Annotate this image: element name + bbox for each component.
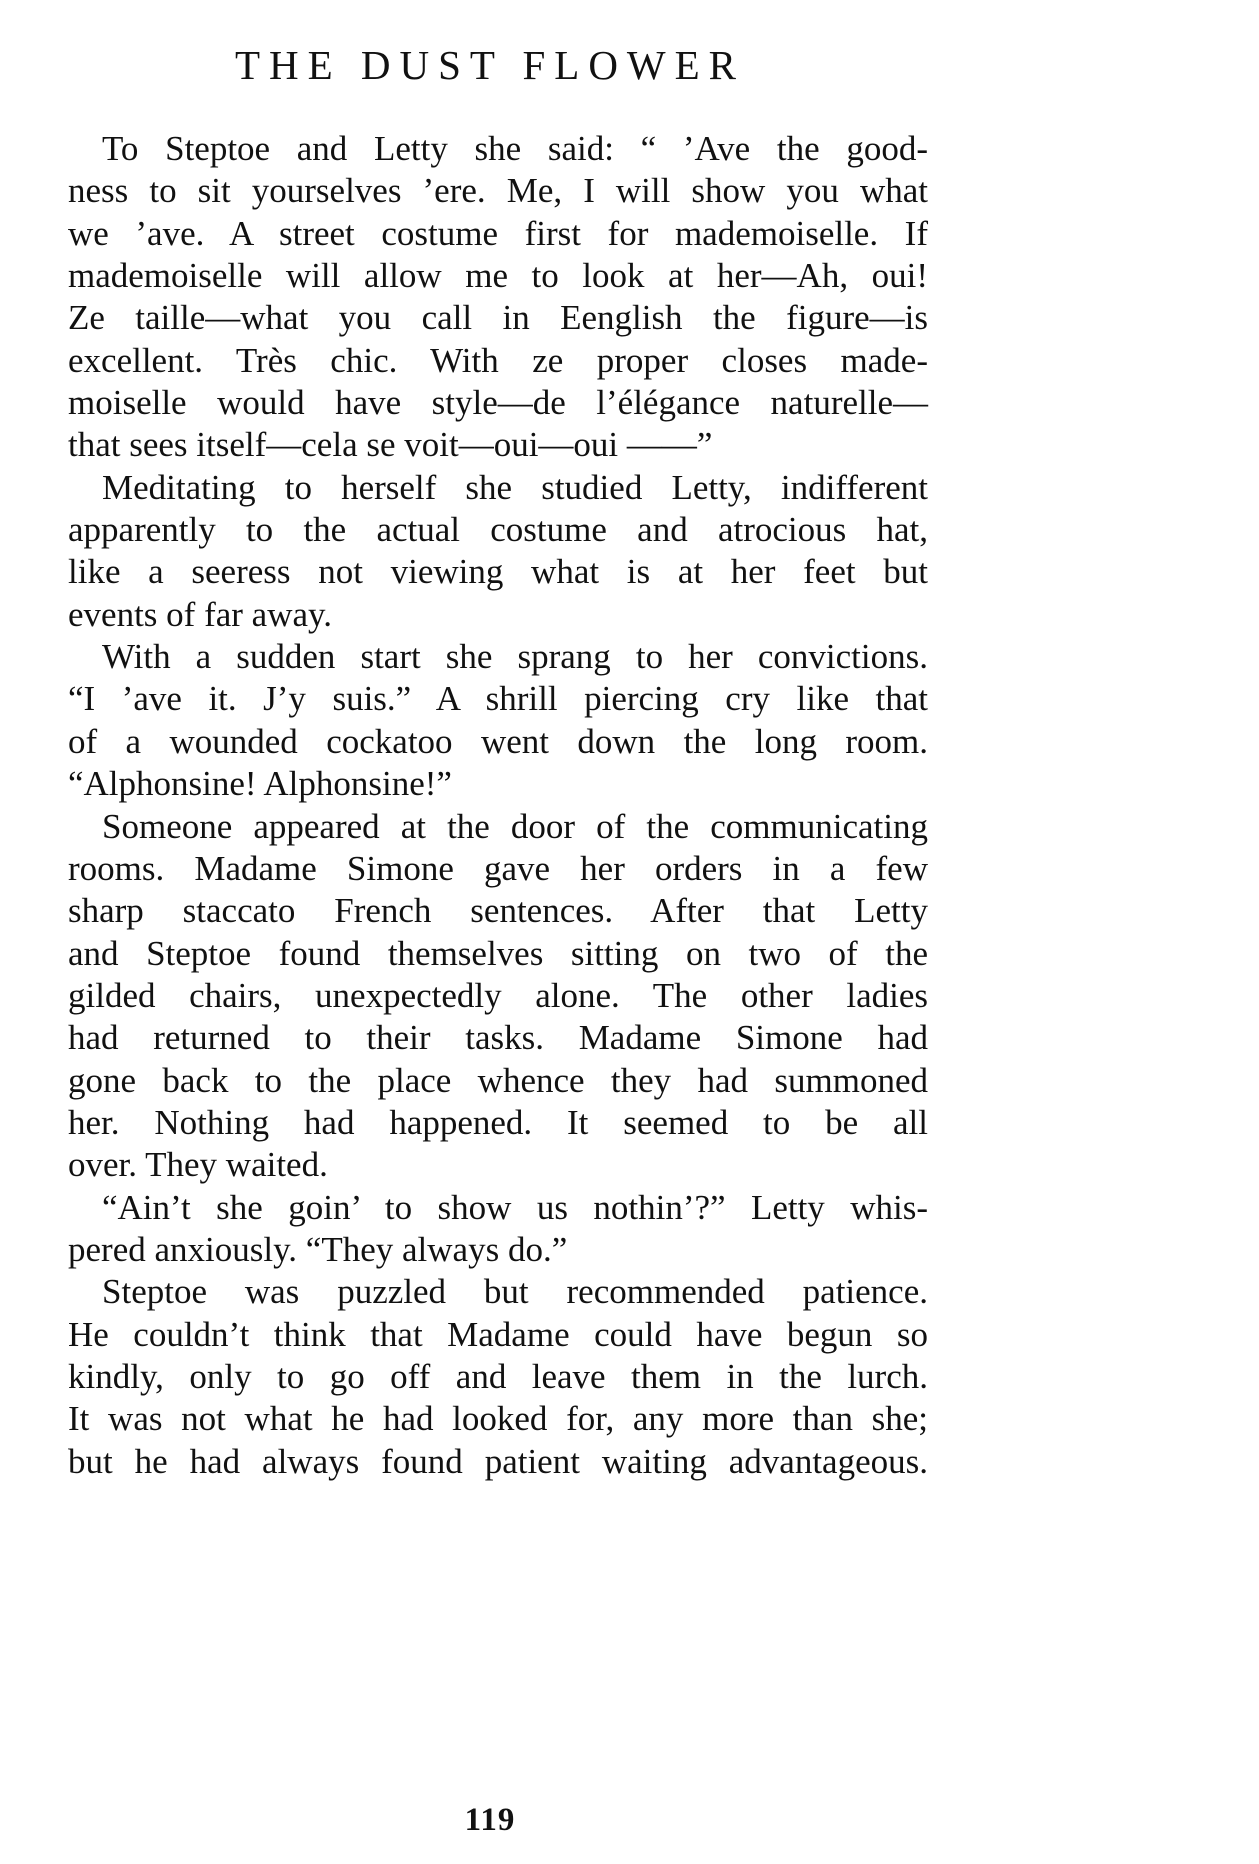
body-text — [68, 128, 928, 1483]
text-line: “I ’ave it. J’y suis.” A shrill piercing cry like that — [68, 679, 928, 719]
text-line: Meditating to herself she studied Letty, indifferent — [102, 467, 928, 507]
paragraph — [68, 467, 928, 636]
running-head: THE DUST FLOWER — [234, 42, 746, 88]
text-line: events of far away. — [68, 594, 332, 634]
text-line: but he had always found patient waiting advantageous. — [68, 1441, 928, 1481]
text-line: rooms. Madame Simone gave her orders in a few — [68, 848, 928, 888]
text-line: Someone appeared at the door of the communicating — [102, 806, 928, 846]
paragraph — [68, 1271, 928, 1483]
text-line: Ze taille—what you call in Eenglish the figure—is — [68, 298, 928, 338]
text-line: we ’ave. A street costume first for mademoiselle. If — [68, 213, 928, 253]
paragraph — [68, 128, 928, 467]
text-line: Steptoe was puzzled but recommended patience. — [102, 1272, 928, 1312]
text-line: It was not what he had looked for, any more than she; — [68, 1399, 928, 1439]
text-line: and Steptoe found themselves sitting on two of the — [68, 933, 928, 973]
text-line: “Alphonsine! Alphonsine!” — [68, 764, 452, 804]
text-line: gilded chairs, unexpectedly alone. The other ladies — [68, 975, 928, 1015]
text-line: her. Nothing had happened. It seemed to be all — [68, 1102, 928, 1142]
text-line: To Steptoe and Letty she said: “ ’Ave the good- — [102, 129, 928, 168]
text-line: pered anxiously. “They always do.” — [68, 1229, 568, 1269]
text-line: With a sudden start she sprang to her convictions. — [102, 637, 928, 677]
text-line: of a wounded cockatoo went down the long room. — [68, 721, 928, 761]
paragraph — [68, 636, 928, 805]
text-line: sharp staccato French sentences. After that Letty — [68, 891, 928, 931]
paragraph — [68, 806, 928, 1187]
text-line: ness to sit yourselves ’ere. Me, I will show you what — [68, 171, 928, 211]
paragraph — [68, 1187, 928, 1272]
text-line: kindly, only to go off and leave them in the lurch. — [68, 1356, 928, 1396]
text-line: excellent. Très chic. With ze proper closes made- — [68, 340, 928, 380]
text-line: apparently to the actual costume and atrocious hat, — [68, 510, 928, 550]
text-line: gone back to the place whence they had summoned — [68, 1060, 928, 1100]
text-line: like a seeress not viewing what is at her feet but — [68, 552, 928, 592]
text-line: that sees itself—cela se voit—oui—oui ——” — [68, 425, 713, 465]
text-line: He couldn’t think that Madame could have begun so — [68, 1314, 928, 1354]
text-line: “Ain’t she goin’ to show us nothin’?” Letty whis- — [102, 1187, 928, 1227]
text-line: moiselle would have style—de l’élégance naturelle— — [68, 383, 928, 423]
page-number: 119 — [464, 1802, 516, 1838]
text-line: over. They waited. — [68, 1145, 328, 1185]
text-line: had returned to their tasks. Madame Simone had — [68, 1018, 928, 1058]
text-line: mademoiselle will allow me to look at her—Ah, oui! — [68, 256, 928, 296]
